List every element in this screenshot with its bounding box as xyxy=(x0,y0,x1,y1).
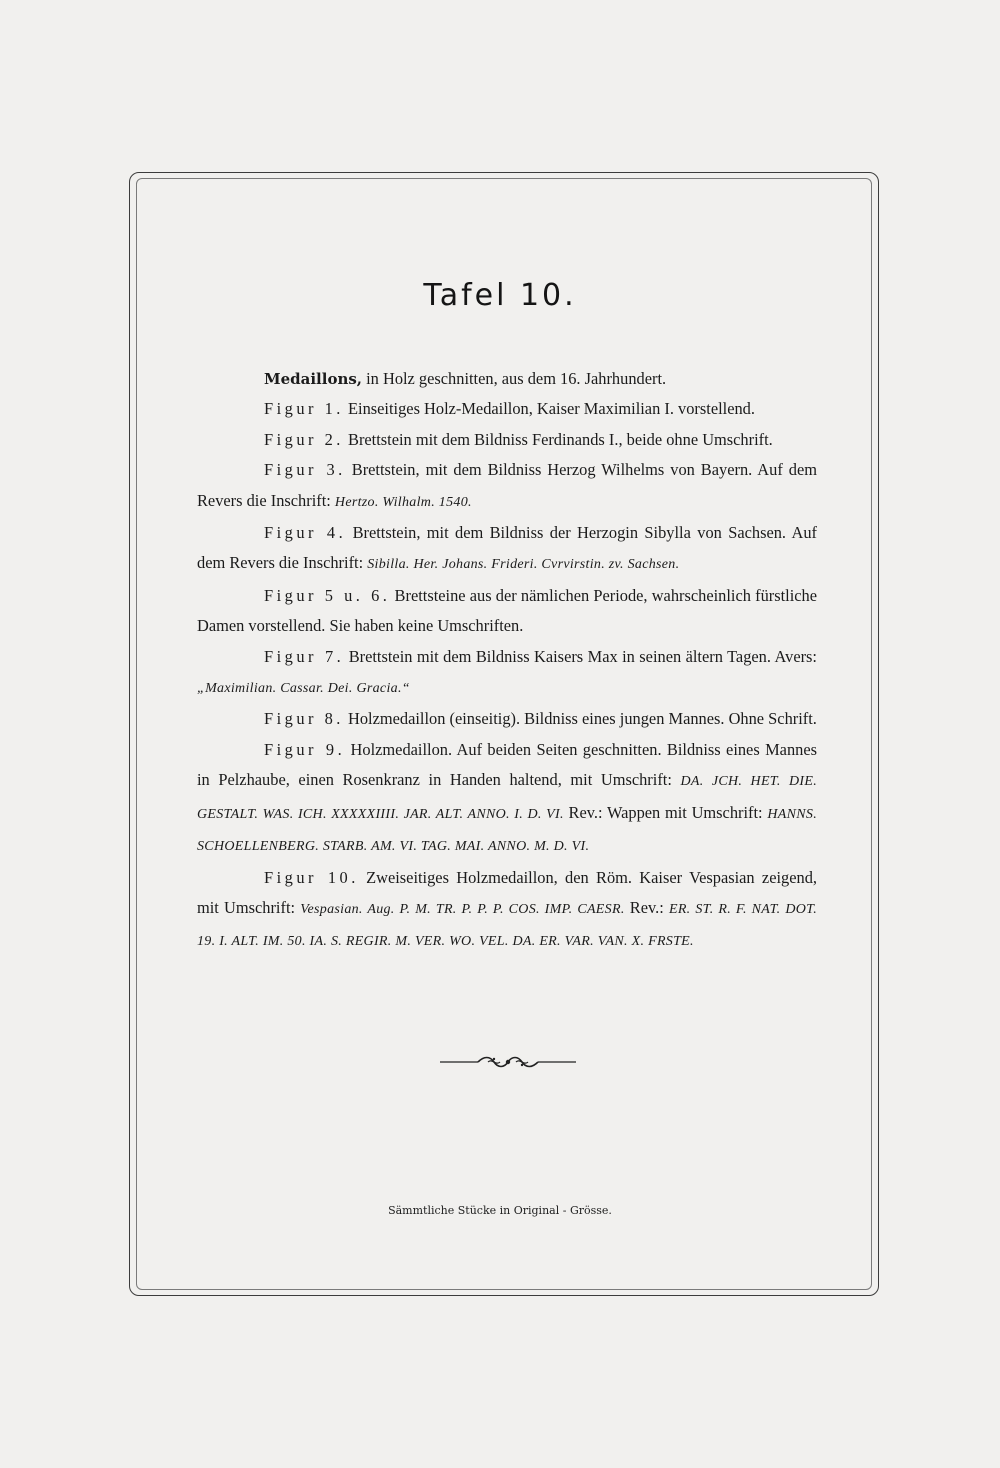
page-title: Tafel 10. xyxy=(423,278,577,313)
figure-8-text: Holzmedaillon (einseitig). Bildniss eines jungen Mannes. Ohne Schrift. xyxy=(343,709,817,729)
figure-7-text: Brettstein mit dem Bildniss Kaisers Max in seinen ältern Tagen. Avers: xyxy=(344,646,817,666)
intro-paragraph xyxy=(197,364,817,394)
figure-7-inscription: „Maximilian. Cassar. Dei. Gracia.“ xyxy=(197,681,410,697)
figure-1-paragraph xyxy=(197,394,817,424)
figure-2-text: Brettstein mit dem Bildniss Ferdinands I., beide ohne Umschrift. xyxy=(343,429,773,449)
figure-5-6-paragraph xyxy=(197,581,817,642)
figure-10-inscription: Vespasian. Aug. P. M. TR. P. P. P. COS. IMP. CAESR. xyxy=(300,901,625,917)
figure-7-label: Figur 7. xyxy=(264,646,345,666)
footnote: Sämmtliche Stücke in Original - Grösse. xyxy=(388,1204,612,1217)
figure-10-reverse-text: Rev.: xyxy=(624,897,669,917)
ornament-divider-icon xyxy=(438,1050,578,1074)
figure-9-label: Figur 9. xyxy=(264,739,346,759)
figure-1-label: Figur 1. xyxy=(264,399,344,419)
figure-9-paragraph xyxy=(197,735,817,863)
figure-8-paragraph xyxy=(197,704,817,734)
figure-5-6-text: Brettsteine aus der nämlichen Periode, wahrscheinlich fürstliche Damen vorstellend. Sie haben keine Umschriften. xyxy=(197,585,818,636)
figure-2-label: Figur 2. xyxy=(264,429,344,449)
figure-10-text: Zweiseitiges Holzmedaillon, den Röm. Kaiser Vespasian zeigend, mit Umschrift: xyxy=(197,867,817,917)
figure-8-label: Figur 8. xyxy=(264,709,344,729)
figure-9-reverse-text: Rev.: Wappen mit Umschrift: xyxy=(563,802,768,822)
figure-3-paragraph xyxy=(197,455,817,518)
figure-2-paragraph xyxy=(197,425,817,455)
figure-3-inscription: Hertzo. Wilhalm. 1540. xyxy=(334,494,472,510)
figure-4-label: Figur 4. xyxy=(264,523,347,543)
intro-lead: Medaillons, xyxy=(264,370,363,388)
figure-4-inscription: Sibilla. Her. Johans. Frideri. Cvrvirstin. zv. Sachsen. xyxy=(367,557,680,573)
figure-1-text: Einseitiges Holz-Medaillon, Kaiser Maximilian I. vorstellend. xyxy=(343,399,755,419)
figure-3-label: Figur 3. xyxy=(264,460,346,480)
intro-text: in Holz geschnitten, aus dem 16. Jahrhundert. xyxy=(362,369,667,388)
figure-4-paragraph xyxy=(197,518,817,581)
figure-10-reverse-inscription: ER. ST. R. F. NAT. DOT. 19. I. ALT. IM. 50. IA. S. REGIR. M. VER. WO. VEL. DA. ER. VAR. VAN. X. FRSTE. xyxy=(197,901,817,950)
description-text xyxy=(197,364,817,958)
figure-4-text: Brettstein, mit dem Bildniss der Herzogin Sibylla von Sachsen. Auf dem Revers die Inschrift: xyxy=(197,523,817,573)
figure-5-6-label: Figur 5 u. 6. xyxy=(264,585,391,605)
figure-9-reverse-inscription: HANNS. SCHOELLENBERG. STARB. AM. VI. TAG. MAI. ANNO. M. D. VI. xyxy=(197,806,817,855)
figure-10-label: Figur 10. xyxy=(264,867,359,887)
figure-3-text: Brettstein, mit dem Bildniss Herzog Wilhelms von Bayern. Auf dem Revers die Inschrift: xyxy=(197,460,817,510)
figure-9-inscription: DA. JCH. HET. DIE. GESTALT. WAS. ICH. XXXXXIIII. JAR. ALT. ANNO. I. D. VI. xyxy=(197,774,817,822)
figure-7-paragraph xyxy=(197,642,817,705)
figure-10-paragraph xyxy=(197,863,817,958)
figure-9-text: Holzmedaillon. Auf beiden Seiten geschnitten. Bildniss eines Mannes in Pelzhaube, einen Rosenkranz in Handen haltend, mit Umschrift: xyxy=(197,739,817,790)
